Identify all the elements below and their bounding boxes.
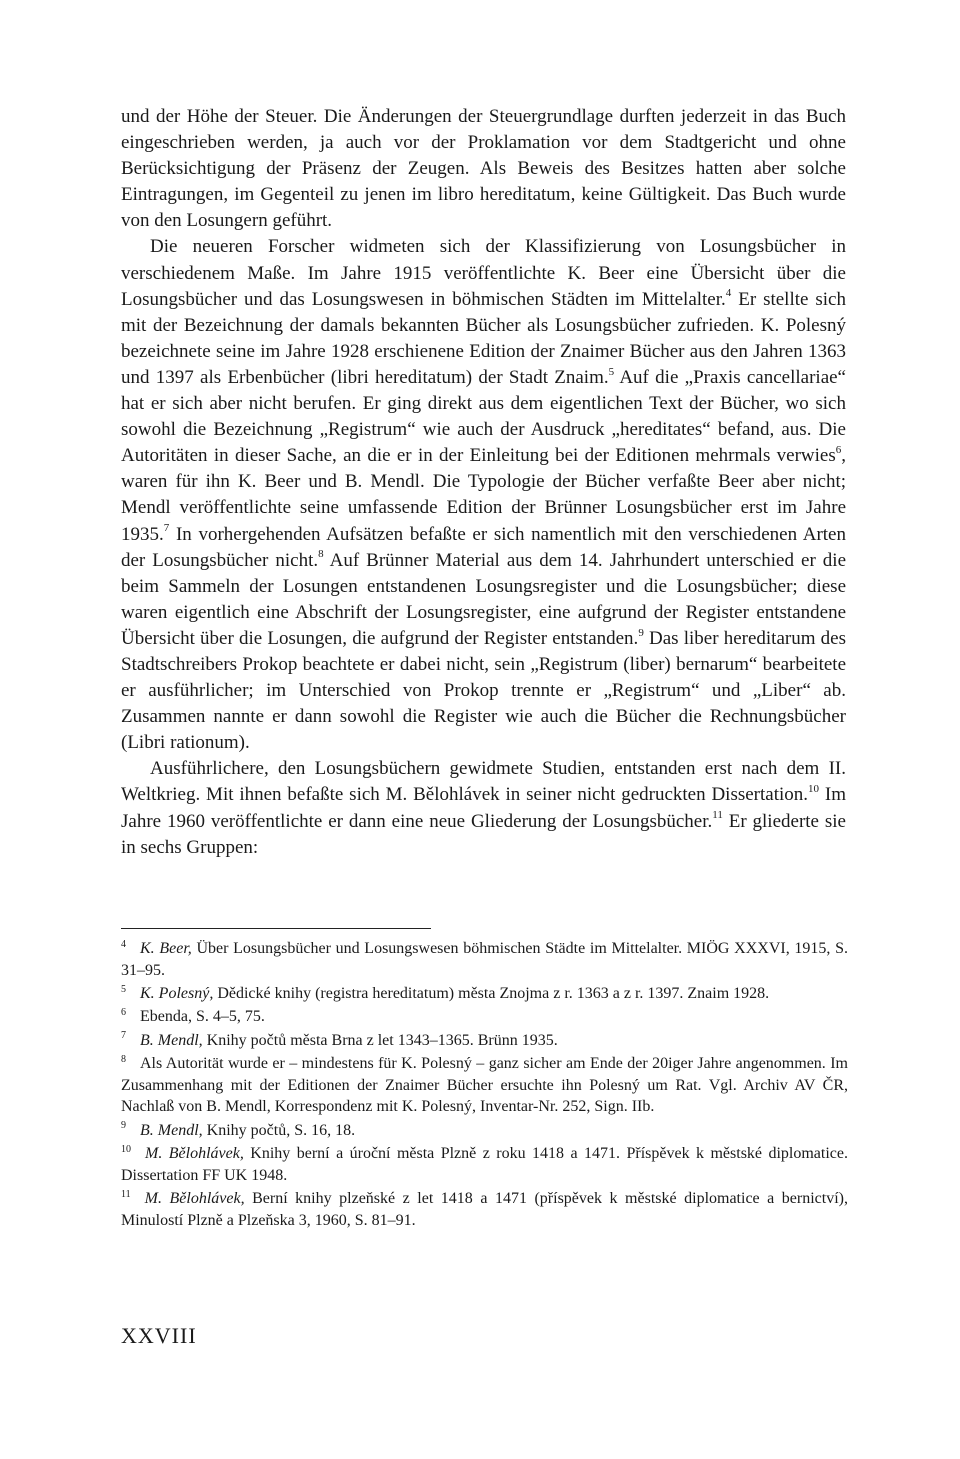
footnote-author: M. Bělohlávek, <box>145 1145 244 1163</box>
footnote-author: K. Beer, <box>140 940 192 957</box>
paragraph-2 <box>121 234 846 756</box>
footnote-number: 5 <box>121 983 126 995</box>
footnote-ref-11: 11 <box>712 809 723 822</box>
footnote-10 <box>121 1143 848 1186</box>
footnote-9 <box>121 1120 848 1142</box>
footnote-author: B. Mendl, <box>140 1121 203 1139</box>
footnote-ref-10: 10 <box>808 783 820 796</box>
paragraph-3-text: Er gliederte sie in sechs Gruppen: <box>121 810 846 858</box>
footnote-number: 8 <box>121 1053 126 1065</box>
footnote-ref-4: 4 <box>725 287 732 300</box>
footnote-7 <box>121 1030 848 1052</box>
footnote-text: Knihy počtů města Brna z let 1343–1365. Brünn 1935. <box>202 1031 558 1049</box>
paragraph-2-text: Die neueren Forscher widmeten sich der Klassifizierung von Losungsbücher in verschiedenem Maße. Im Jahre 1915 veröffentlichte K. Beer eine Übersicht über die Losungsbücher und das Losungswesen in böhmischen Städten im Mittelalter. <box>121 236 846 310</box>
paragraph-3-text: Ausführlichere, den Losungsbüchern gewidmete Studien, entstanden erst nach dem II. Weltkrieg. Mit ihnen befaßte sich M. Bělohlávek in seiner nicht gedruckten Dissertation. <box>121 758 846 806</box>
footnote-ref-9: 9 <box>638 626 644 639</box>
footnote-author: M. Bělohlávek, <box>144 1190 245 1208</box>
paragraph-2-text: Auf die „Praxis cancellariae“ hat er sich aber nicht berufen. Er ging direkt aus dem eigentlichen Text der Bücher, wo sich sowohl die Bezeichnung „Registrum“ wie auch der Ausdruck „hereditates“ befand, aus. Die Autoritäten in dieser Sache, an die er in der Einleitung bei der Editionen mehrmals verwies <box>121 366 846 467</box>
paragraph-2-text: In vorhergehenden Aufsätzen befaßte er sich namentlich mit den verschiedenen Arten der Losungsbücher nicht. <box>121 523 846 571</box>
page-number: XXVIII <box>121 1323 197 1348</box>
footnote-text: Als Autorität wurde er – mindestens für K. Polesný – ganz sicher am Ende der 20iger Jahre angenommen. Im Zusammenhang mit der Editionen der Znaimer Bücher ersuchte ihn Polesný um Rat. Vgl. Archiv AV ČR, Nachlaß von B. Mendl, Korrespondenz mit K. Polesný, Inventar-Nr. 252, Sign. IIb. <box>121 1055 848 1116</box>
footnote-text: Dědické knihy (registra hereditatum) města Znojma z r. 1363 a z r. 1397. Znaim 1928. <box>213 984 770 1002</box>
main-text <box>121 104 846 861</box>
paragraph-2-text: Das liber hereditarum des Stadtschreibers Prokop beachtete er dabei nicht, sein „Registrum (liber) bernarum“ bearbeitete er ausführlicher; im Unterschied von Prokop trennte er „Registrum“ und „Liber“ ab. Zusammen nannte er dann sowohl die Register wie auch die Bücher die Rechnungsbücher (Libri rationum). <box>121 627 846 754</box>
footnote-number: 4 <box>121 938 126 950</box>
footnote-number: 9 <box>121 1120 126 1132</box>
footnote-text: Ebenda, S. 4–5, 75. <box>140 1008 265 1026</box>
footnote-ref-7: 7 <box>163 522 170 535</box>
paragraph-1: und der Höhe der Steuer. Die Änderungen der Steuergrundlage durften jederzeit in das Buch eingeschrieben werden, ja auch vor der Proklamation vor dem Stadtgericht und ohne Berücksichtigung der Präsenz der Zeugen. Als Beweis des Besitzes hatten aber solche Eintragungen, im Gegenteil zu jenen im libro hereditatum, keine Gültigkeit. Das Buch wurde von den Losungern geführt. <box>121 106 846 232</box>
footnote-text: Über Losungsbücher und Losungswesen böhmischen Städte im Mittelalter. MIÖG XXXVI, 1915, S. 31–95. <box>121 940 848 979</box>
footnote-5 <box>121 983 848 1005</box>
footnote-author: B. Mendl, <box>140 1031 203 1049</box>
footnote-number: 11 <box>121 1188 131 1200</box>
footnotes <box>121 938 848 1233</box>
paragraph-3 <box>121 756 846 860</box>
footnote-11 <box>121 1188 848 1231</box>
footnote-ref-5: 5 <box>608 365 615 378</box>
paragraph-2-text: Er stellte sich mit der Bezeichnung der damals bekannten Bücher als Losungsbücher zufrieden. K. Polesný bezeichnete seine im Jahre 1928 erschienene Edition der Znaimer Bücher aus den Jahren 1363 und 1397 als Erbenbücher (libri hereditatum) der Stadt Znaim. <box>121 288 846 388</box>
footnote-number: 10 <box>121 1143 131 1155</box>
footnote-text: Knihy berní a úroční města Plzně z roku 1418 a 1471. Příspěvek k městské diplomatice. Dissertation FF UK 1948. <box>121 1145 848 1184</box>
footnote-author: K. Polesný, <box>140 984 214 1002</box>
paragraph-2-text: , waren für ihn K. Beer und B. Mendl. Die Typologie der Bücher verfaßte Beer aber nicht; Mendl veröffentlichte seine umfassende Edition der Brünner Losungsbücher erst im Jahre 1935. <box>121 445 846 545</box>
footnote-separator <box>121 928 431 929</box>
footnote-text: Knihy počtů, S. 16, 18. <box>202 1121 356 1139</box>
footnote-6 <box>121 1006 848 1028</box>
footnote-text: Berní knihy plzeňské z let 1418 a 1471 (příspěvek k městské diplomatice a bernictví), Minulostí Plzně a Plzeňska 3, 1960, S. 81–91. <box>121 1190 848 1229</box>
footnote-8 <box>121 1053 848 1118</box>
footnote-number: 7 <box>121 1030 126 1042</box>
paragraph-3-text: Im Jahre 1960 veröffentlichte er dann eine neue Gliederung der Losungsbücher. <box>121 784 846 832</box>
footnote-ref-6: 6 <box>835 443 842 456</box>
paragraph-2-text: Auf Brünner Material aus dem 14. Jahrhundert unterschied er die beim Sammeln der Losungen entstandenen Losungsregister und die Losungsbücher; diese waren eigentlich eine Abschrift der Losungsregister, eine aufgrund der Register entstandene Übersicht über die Losungen, die aufgrund der Register entstanden. <box>121 549 846 649</box>
footnote-number: 6 <box>121 1007 126 1019</box>
footnote-ref-8: 8 <box>318 548 324 561</box>
footnote-4 <box>121 938 848 981</box>
